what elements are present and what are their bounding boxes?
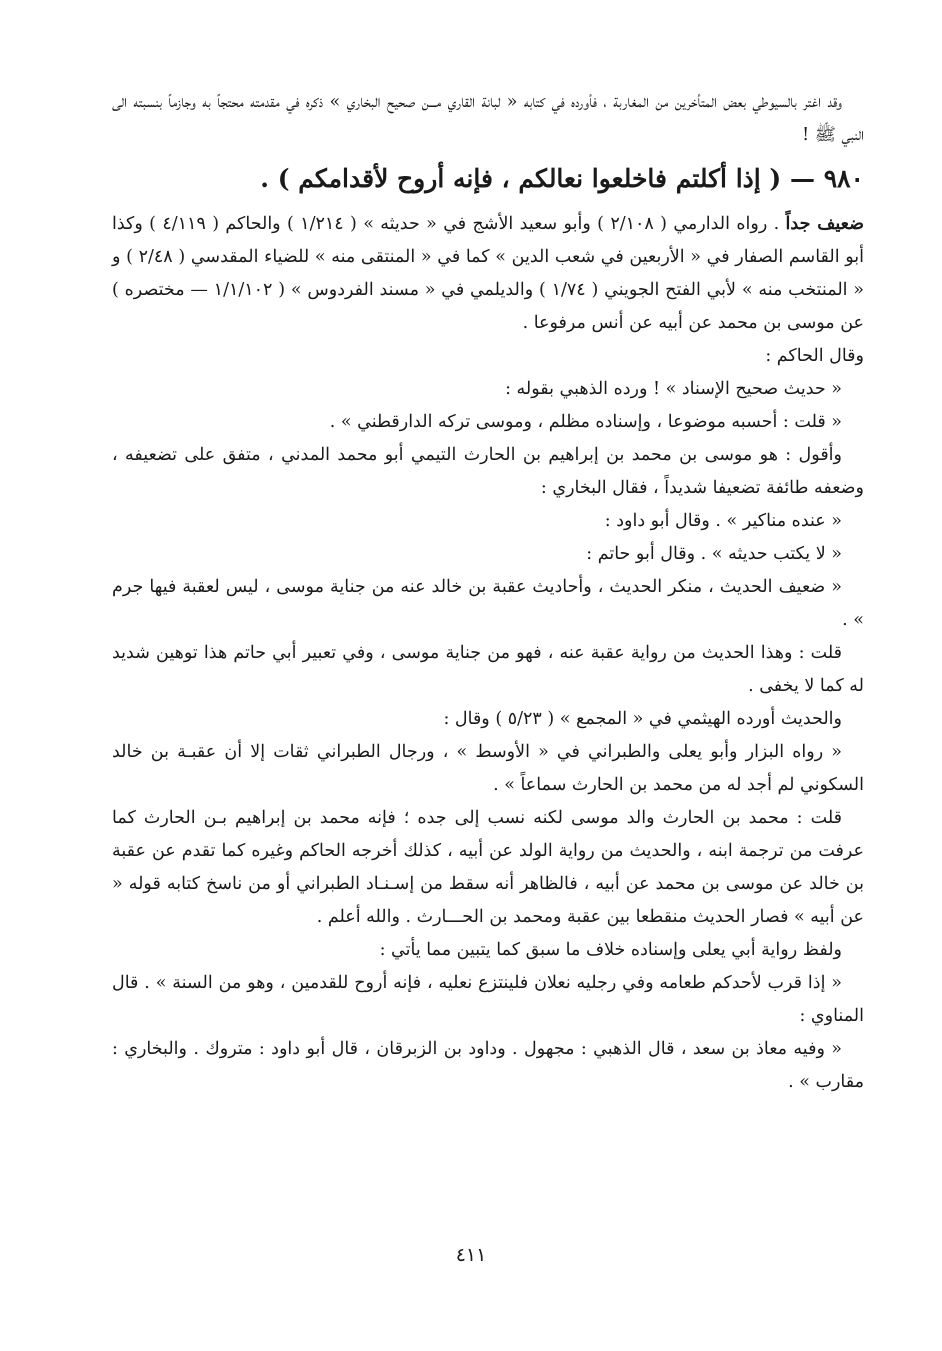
grading-label: ضعيف جداً bbox=[785, 214, 864, 234]
paragraph-haythami-quote: « رواه البزار وأبو يعلى والطبراني في « الأوسط » ، ورجال الطبراني ثقات إلا أن عقبـة بن خالد السكوني لم أجد له من محمد بن الحارث سماعاً » . bbox=[112, 742, 864, 795]
hadith-number: ٩٨٠ — bbox=[789, 164, 864, 193]
paragraph-hakim-quote: « حديث صحيح الإسناد » ! ورده الذهبي بقوله : bbox=[505, 379, 842, 399]
paragraph-qultu-1: قلت : وهذا الحديث من رواية عقبة عنه ، فهو من جناية موسى ، وفي تعبير أبي حاتم هذا توهين شديد له كما لا يخفى . bbox=[112, 643, 864, 696]
hadith-heading bbox=[112, 156, 864, 202]
grading-text: . رواه الدارمي ( ٢/١٠٨ ) وأبو سعيد الأشج في « حديثه » ( ١/٢١٤ ) والحاكم ( ٤/١١٩ ) وكذا أبو القاسم الصفار في « الأربعين في شعب الدين » كما في « المنتقى منه » للضياء المقدسي ( ٢/٤٨ ) و « المنتخب منه » لأبي الفتح الجويني ( ١/٧٤ ) والديلمي في « مسند الفردوس » ( ١/١/١٠٢ — مختصره ) عن موسى بن محمد عن أبيه عن أنس مرفوعا . bbox=[112, 214, 865, 333]
hadith-text: ( إذا أكلتم فاخلعوا نعالكم ، فإنه أروح لأقدامكم ) . bbox=[260, 164, 782, 193]
paragraph-munawi-quote: « وفيه معاذ بن سعد ، قال الذهبي : مجهول . وداود بن الزبرقان ، قال أبو داود : متروك . والبخاري : مقارب » . bbox=[112, 1039, 864, 1092]
paragraph-dhahabi-quote: « قلت : أحسبه موضوعا ، وإسناده مظلم ، وموسى تركه الدارقطني » . bbox=[329, 412, 842, 432]
paragraph-bukhari-quote: « عنده مناكير » . وقال أبو داود : bbox=[604, 511, 842, 531]
paragraph-intro: وقد اغتر بالسيوطي بعض المتأخرين من المغاربة ، فأورده في كتابه « لبانة القاري مـــن صحيح البخاري » ذكره في مقدمته محتجاً به وجازماً بنسبته الى النبي ﷺ ! bbox=[112, 92, 864, 145]
paragraph-grading bbox=[112, 208, 864, 340]
paragraph-abuhatim-quote: « ضعيف الحديث ، منكر الحديث ، وأحاديث عقبة بن خالد عنه من جناية موسى ، ليس لعقبة فيها جرم » . bbox=[112, 577, 864, 630]
paragraph-hakim-intro: وقال الحاكم : bbox=[765, 346, 864, 366]
paragraph-qultu-2: قلت : محمد بن الحارث والد موسى لكنه نسب إلى جده ؛ فإنه محمد بن إبراهيم بـن الحارث كما عرفت من ترجمة ابنه ، والحديث من رواية الولد عن أبيه ، كذلك أخرجه الحاكم وغيره كما تقدم عن عقبة بن خالد عن موسى بن محمد عن أبيه ، فالظاهر أنه سقط من إسـنـاد الطبراني أو من ناسخ كتابه قوله « عن أبيه » فصار الحديث منقطعا بين عقبة ومحمد بن الحـــارث . والله أعلم . bbox=[112, 808, 864, 927]
paragraph-author-comment: وأقول : هو موسى بن محمد بن إبراهيم بن الحارث التيمي أبو محمد المدني ، متفق على تضعيفه ، وضعفه طائفة تضعيفا شديداً ، فقال البخاري : bbox=[112, 445, 864, 498]
paragraph-abuyala-intro: ولفظ رواية أبي يعلى وإسناده خلاف ما سبق كما يتبين مما يأتي : bbox=[379, 940, 842, 960]
page-body bbox=[112, 86, 864, 1099]
page-number: ٤١١ bbox=[455, 1244, 487, 1266]
paragraph-abudawud-quote: « لا يكتب حديثه » . وقال أبو حاتم : bbox=[586, 544, 842, 564]
paragraph-haythami-intro: والحديث أورده الهيثمي في « المجمع » ( ٥/٢٣ ) وقال : bbox=[443, 709, 842, 729]
paragraph-abuyala-quote: « إذا قرب لأحدكم طعامه وفي رجليه نعلان فلينتزع نعليه ، فإنه أروح للقدمين ، وهو من السنة » . قال المناوي : bbox=[112, 973, 864, 1026]
